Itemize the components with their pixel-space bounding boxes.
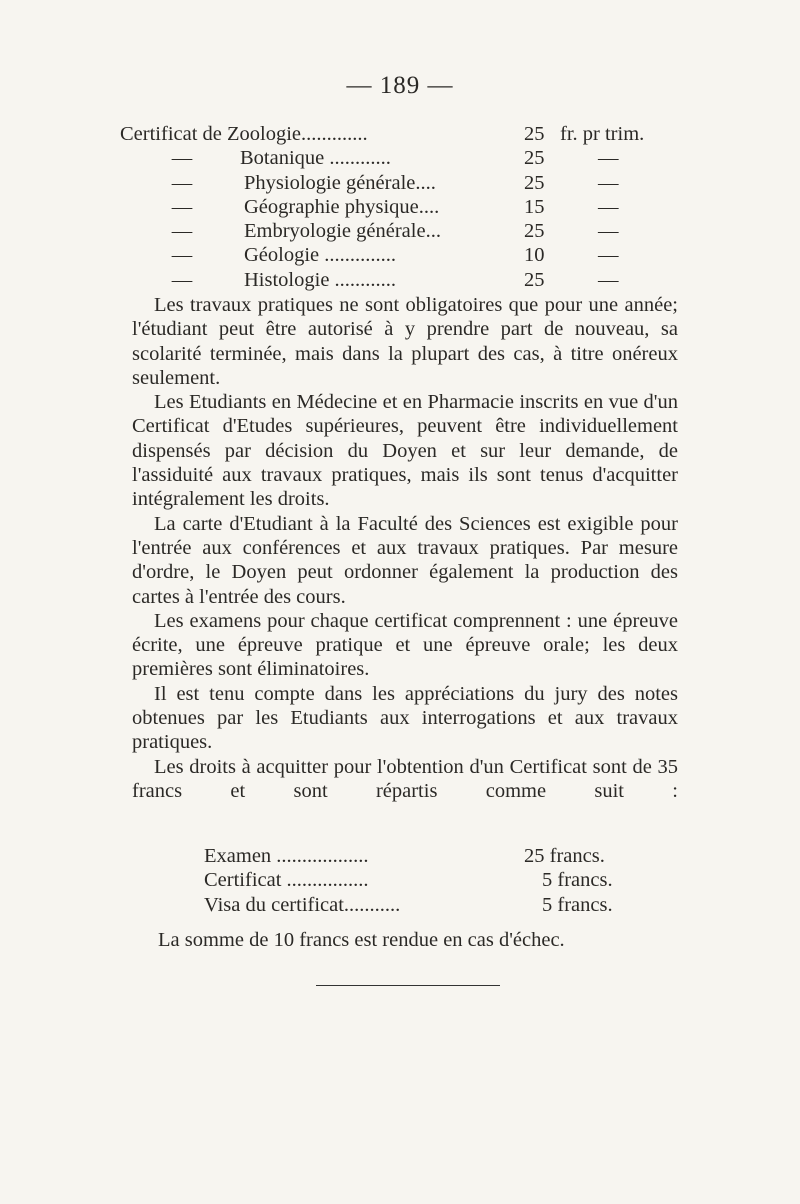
paragraph: Les droits à acquitter pour l'obtention d'un Certificat sont de 35 francs et sont répartis comme suit :: [132, 755, 678, 802]
paragraph: Les travaux pratiques ne sont obligatoires que pour une année; l'étudiant peut être autorisé à y prendre part de nouveau, sa scolarité terminée, mais dans la plupart des cas, à titre onéreux seulement.: [132, 294, 678, 389]
paragraph: Il est tenu compte dans les appréciations du jury des notes obtenues par les Etudiants aux interrogations et aux travaux pratiques.: [132, 682, 678, 754]
ditto-mark: —: [598, 220, 619, 243]
fee-label: Botanique ............: [240, 147, 391, 170]
fee-amount: 15: [524, 195, 545, 218]
table-row: [0, 893, 800, 917]
fee-label: Embryologie générale...: [244, 220, 441, 243]
table-row: [0, 243, 800, 267]
ditto-mark: —: [598, 244, 619, 267]
split-label: Certificat ................: [204, 869, 369, 892]
split-label: Visa du certificat...........: [204, 893, 401, 916]
refund-note: La somme de 10 francs est rendue en cas d'échec.: [158, 929, 565, 951]
ditto-mark: —: [598, 147, 619, 170]
split-label: Examen ..................: [204, 845, 369, 867]
fee-amount: 25: [524, 147, 545, 170]
fee-amount: 25: [524, 123, 545, 145]
table-row: [0, 171, 800, 195]
fee-amount: 10: [524, 244, 545, 267]
ditto-dash: —: [171, 220, 193, 243]
paragraph: La carte d'Etudiant à la Faculté des Sciences est exigible pour l'entrée aux conférences et aux travaux pratiques. Par mesure d'ordre, le Doyen peut ordonner également la production des cartes à l'entrée des cours.: [132, 512, 678, 608]
table-row: [0, 195, 800, 219]
fee-split-table: [0, 844, 800, 917]
split-amount: 25 francs.: [524, 845, 605, 867]
ditto-dash: —: [171, 147, 193, 170]
fee-label: Physiologie générale....: [244, 171, 436, 194]
table-row: [0, 219, 800, 243]
fee-amount: 25: [524, 220, 545, 243]
section-divider: [316, 985, 500, 986]
table-row: [0, 268, 800, 292]
split-amount: 5 francs.: [542, 869, 613, 892]
ditto-mark: —: [598, 171, 619, 194]
ditto-dash: —: [171, 244, 193, 267]
ditto-mark: —: [598, 195, 619, 218]
ditto-dash: —: [171, 171, 193, 194]
fee-label: Géologie ..............: [244, 244, 397, 267]
table-row: [0, 868, 800, 892]
page-number: — 189 —: [346, 72, 454, 99]
ditto-dash: —: [171, 268, 193, 291]
fee-label: Géographie physique....: [244, 195, 440, 218]
ditto-dash: —: [171, 195, 193, 218]
split-amount: 5 francs.: [542, 893, 613, 916]
fee-unit: fr. pr trim.: [560, 123, 645, 145]
fee-label: Histologie ............: [244, 268, 397, 291]
paragraph: Les examens pour chaque certificat comprennent : une épreuve écrite, une épreuve pratique et une épreuve orale; les deux premières sont éliminatoires.: [132, 609, 678, 681]
ditto-mark: —: [598, 268, 619, 291]
table-row: [0, 146, 800, 170]
fee-amount: 25: [524, 268, 545, 291]
paragraph: Les Etudiants en Médecine et en Pharmacie inscrits en vue d'un Certificat d'Etudes supérieures, peuvent être individuellement dispensés par décision du Doyen et sur leur demande, de l'assiduité aux travaux pratiques, mais ils sont tenus d'acquitter intégralement les droits.: [132, 391, 678, 511]
fees-table: [0, 122, 800, 292]
fee-amount: 25: [524, 171, 545, 194]
table-row: [0, 122, 800, 146]
fee-label: Certificat de Zoologie.............: [120, 123, 368, 145]
body-text: [132, 293, 678, 803]
table-row: [0, 844, 800, 868]
